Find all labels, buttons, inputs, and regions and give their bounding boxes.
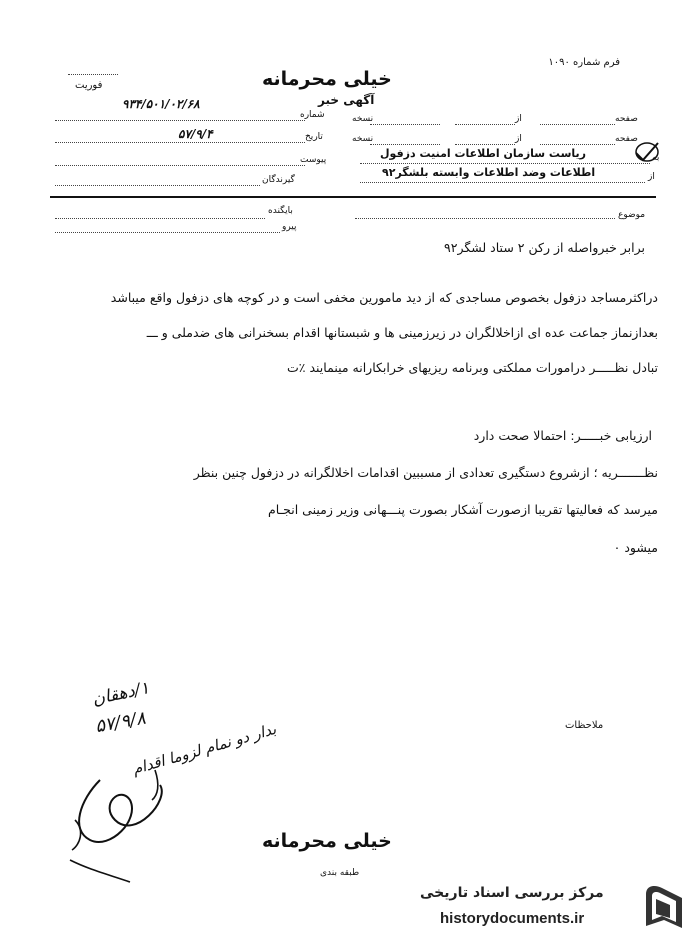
source-line: برابر خبرواصله از رکن ۲ ستاد لشگر۹۲ [444,240,645,255]
number-label: شماره [300,110,325,120]
body-line-3: تبادل نظـــــر درامورات مملکتی وبرنامه ریزیهای خرابکارانه مینمایند ٪ت [287,360,658,375]
from-dotted-line [360,182,645,183]
recipients-dotted-line [55,185,260,186]
copy-dotted-2 [370,144,440,145]
from-dotted-2 [455,144,515,145]
handwritten-note: بدار دو نمام لزوما اقدام [130,719,279,779]
to-value: ریاست سازمان اطلاعات امنیت دزفول [380,147,586,160]
follow-label: پیرو [282,222,297,232]
to-dotted-line [360,163,650,164]
handwritten-date-word: ۱/دهقان [90,678,152,710]
page-label-2: صفحه [615,134,638,144]
header-divider [50,196,656,198]
classification-stamp-bottom: خیلی محرمانه [262,830,392,852]
from-label-1: از [515,114,522,124]
from-dotted-1 [455,124,515,125]
page-dotted-2 [540,144,615,145]
from-label-2: از [515,134,522,144]
urgency-label: فوریت [75,80,103,91]
archive-label: بایگنده [268,206,293,216]
watermark-logo-icon [640,880,688,932]
evaluation: ارزیابی خبـــــر: احتمالا صحت دارد [473,428,652,443]
check-mark-icon [634,141,660,163]
urgency-dotted-line [68,74,118,75]
copy-label-2: نسخه [352,134,374,144]
subject-dotted-line [355,218,615,219]
opinion-line-3: میشود ٠ [613,540,658,555]
archive-dotted-line [55,218,265,219]
body-line-1: دراکثرمساجد دزفول بخصوص مساجدی که از دید مامورین مخفی است و در کوچه های دزفول واقع میباشد [110,290,658,305]
body-line-2: بعدازنماز جماعت عده ای ازاخلالگران در زیرزمینی ها و شبستانها اقدام بسخنرانی های ضدملی و ـــ [146,325,658,340]
recipients-label: گیرندگان [262,175,295,185]
from-label-3: از [648,172,655,182]
date-dotted-line [55,142,305,143]
opinion-line-1: نظـــــــریه ؛ ازشروع دستگیری تعدادی از مسببین اقدامات اخلالگرانه در دزفول چنین بنظر [193,465,658,480]
signature-scribble [60,760,260,885]
copy-dotted-1 [370,124,440,125]
opinion-line-2: میرسد که فعالیتها تقریبا ازصورت آشکار بصورت پنـــهانی وزیر زمینی انجـام [267,502,658,517]
form-number: فرم شماره ۱۰۹۰ [548,57,620,68]
date-label: تاریخ [305,132,323,142]
page-dotted-1 [540,124,615,125]
watermark-name: مرکز بررسی اسناد تاریخی [420,885,604,901]
number-value: ۹۳۴/۵۰۱/۰۲/۶۸ [122,97,200,111]
remarks-label: ملاحظات [565,720,604,731]
handwritten-date: ۵۷/۹/۸ [93,707,148,738]
classification-sub: طبقه بندی [320,868,360,878]
classification-stamp-top: خیلی محرمانه [262,68,392,90]
number-dotted-line [55,120,305,121]
follow-dotted-line [55,232,280,233]
copy-label-1: نسخه [352,114,374,124]
from-value: اطلاعات وضد اطلاعات وابسته بلشگر۹۲ [382,166,596,179]
to-label: به [652,153,660,163]
subject-label: موضوع [618,210,646,220]
date-value: ۵۷/۹/۴ [178,127,213,141]
watermark-url: historydocuments.ir [440,910,585,927]
page-label-1: صفحه [615,114,638,124]
attachment-label: پیوست [300,155,327,165]
attachment-dotted-line [55,165,305,166]
document-type: آگهی خبر [318,93,375,107]
